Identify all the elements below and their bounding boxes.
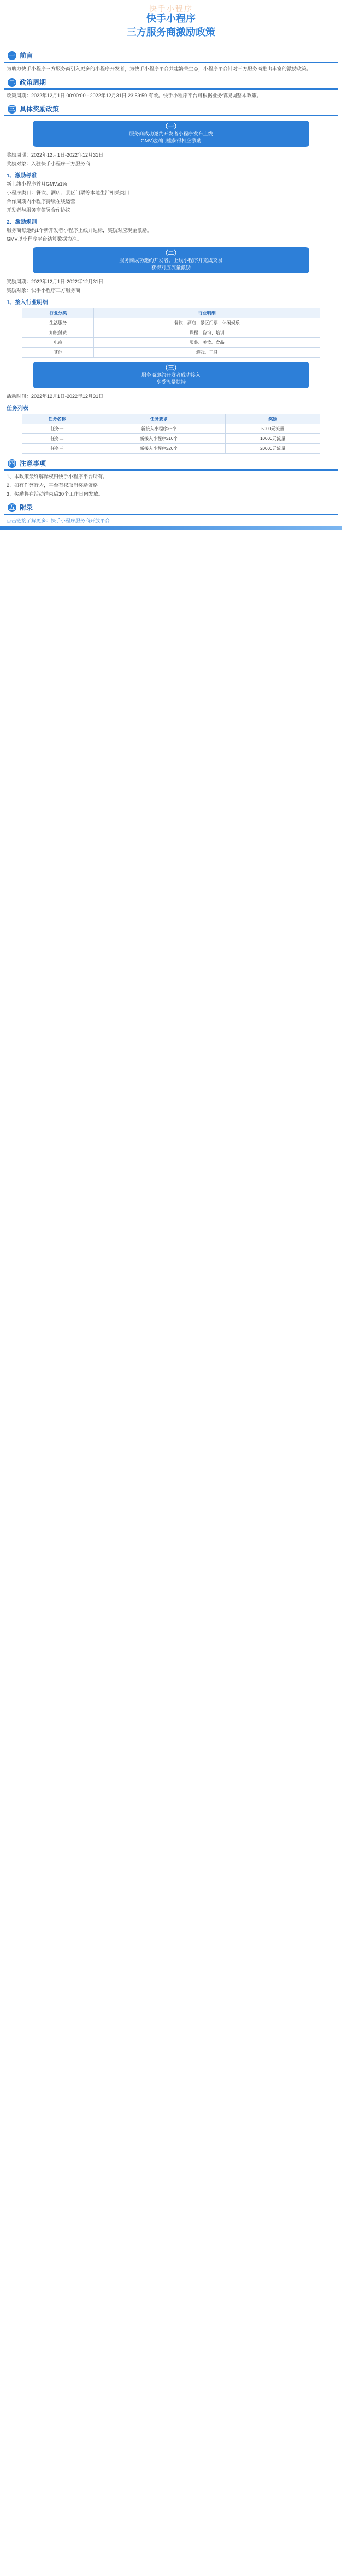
banner-line: 享受流量扶持 bbox=[156, 379, 186, 385]
paragraph: 为助力快手小程序三方服务商引入更多的小程序开发者，为快手小程序平台共建繁荣生态，小程序平台针对三方服务商推出丰富的激励政策。 bbox=[7, 66, 312, 72]
banner-line: GMV达到门槛获得相应激励 bbox=[140, 138, 202, 144]
table-cell: 新接入小程序≥5个 bbox=[92, 424, 226, 434]
table-header: 行业明细 bbox=[94, 308, 320, 318]
sub-heading: 1、接入行业明细 bbox=[7, 300, 48, 306]
note: 1、本政策最终解释权归快手小程序平台所有。 bbox=[7, 474, 108, 479]
section-num: 三 bbox=[8, 105, 16, 114]
banner-line: 服务商邀约开发者成功接入 bbox=[141, 372, 201, 378]
section-title: 具体奖励政策 bbox=[20, 105, 60, 113]
table-row bbox=[22, 318, 320, 328]
table-cell: 新接入小程序≥10个 bbox=[92, 434, 226, 444]
table-row bbox=[22, 338, 320, 348]
section-title: 注意事项 bbox=[20, 460, 46, 467]
page-title-2: 三方服务商激励政策 bbox=[127, 27, 215, 38]
table-cell: 任务二 bbox=[22, 434, 92, 444]
condition: 开发者与服务商签署合作协议 bbox=[7, 207, 71, 213]
table-cell: 5000元流量 bbox=[226, 424, 320, 434]
industry-table bbox=[22, 308, 320, 358]
table-header: 任务要求 bbox=[92, 414, 226, 424]
sub-heading: 2、激励规则 bbox=[7, 219, 37, 225]
table-cell: 其他 bbox=[22, 348, 94, 358]
rule: GMV以小程序平台结算数据为准。 bbox=[7, 236, 82, 242]
table-cell: 课程、咨询、培训 bbox=[94, 328, 320, 338]
section-num: 一 bbox=[8, 51, 16, 60]
rule: 服务商每邀约1个新开发者小程序上线并达标，奖励对应现金激励。 bbox=[7, 228, 152, 233]
section-heading-1 bbox=[4, 49, 338, 63]
table-header: 行业分类 bbox=[22, 308, 94, 318]
banner-2 bbox=[33, 247, 309, 273]
banner-1 bbox=[33, 121, 309, 147]
banner-index: （三） bbox=[162, 365, 180, 371]
section-heading-5 bbox=[4, 501, 338, 515]
table-row bbox=[22, 444, 320, 454]
section-title: 附录 bbox=[20, 504, 33, 511]
page-title-1: 快手小程序 bbox=[146, 13, 196, 24]
table-cell: 生活服务 bbox=[22, 318, 94, 328]
sub-heading: 1、激励标准 bbox=[7, 173, 37, 179]
table-cell: 游戏、工具 bbox=[94, 348, 320, 358]
header bbox=[0, 0, 342, 46]
section-num: 二 bbox=[8, 78, 16, 87]
section-heading-3 bbox=[4, 103, 338, 116]
reward-target: 奖励对象：快手小程序三方服务商 bbox=[7, 288, 81, 293]
section-heading-4 bbox=[4, 457, 338, 471]
condition: 合作周期内小程序持续在线运营 bbox=[7, 199, 76, 204]
table-header: 奖励 bbox=[226, 414, 320, 424]
banner-line: 服务商成功邀约开发者小程序发布上线 bbox=[129, 131, 213, 136]
banner-line: 服务商成功邀约开发者，上线小程序并完成交易 bbox=[119, 258, 223, 263]
table-cell: 餐饮、酒店、景区门票、休闲娱乐 bbox=[94, 318, 320, 328]
table-cell: 电商 bbox=[22, 338, 94, 348]
note: 3、奖励将在活动结束后30个工作日内发放。 bbox=[7, 491, 104, 497]
reward-target: 奖励对象：入驻快手小程序三方服务商 bbox=[7, 161, 91, 166]
table-row bbox=[22, 424, 320, 434]
table-header: 任务名称 bbox=[22, 414, 92, 424]
section-num: 五 bbox=[8, 503, 16, 512]
section-title: 政策周期 bbox=[20, 79, 46, 86]
paragraph: 政策周期：2022年12月1日 00:00:00 - 2022年12月31日 23:59:59 有效。快手小程序平台可根据业务情况调整本政策。 bbox=[7, 93, 262, 98]
section-num: 四 bbox=[8, 459, 16, 468]
reward-period: 奖励周期：2022年12月1日-2022年12月31日 bbox=[7, 152, 104, 158]
table-row bbox=[22, 348, 320, 358]
section-heading-2 bbox=[4, 76, 338, 90]
table-row bbox=[22, 328, 320, 338]
table-cell: 服装、美妆、食品 bbox=[94, 338, 320, 348]
reward-period: 奖励周期：2022年12月1日-2022年12月31日 bbox=[7, 279, 104, 284]
banner-3 bbox=[33, 362, 309, 388]
table-cell: 知识付费 bbox=[22, 328, 94, 338]
activity-period: 活动时间：2022年12月1日-2022年12月31日 bbox=[7, 394, 104, 399]
banner-line: 获得对应流量激励 bbox=[151, 265, 191, 270]
task-table bbox=[22, 414, 320, 454]
banner-index: （二） bbox=[162, 250, 180, 257]
footer-bar bbox=[0, 526, 342, 530]
condition: 小程序类目：餐饮、酒店、景区门票等本地生活相关类目 bbox=[7, 190, 130, 195]
table-cell: 任务一 bbox=[22, 424, 92, 434]
table-row bbox=[22, 434, 320, 444]
table-cell: 任务三 bbox=[22, 444, 92, 454]
table-cell: 10000元流量 bbox=[226, 434, 320, 444]
sub-heading: 任务列表 bbox=[7, 406, 28, 412]
table-cell: 新接入小程序≥20个 bbox=[92, 444, 226, 454]
condition: 新上线小程序首月GMV≥1% bbox=[7, 181, 67, 187]
section-title: 前言 bbox=[20, 52, 33, 60]
banner-index: （一） bbox=[162, 123, 180, 130]
note: 2、如有作弊行为，平台有权取消奖励资格。 bbox=[7, 483, 103, 488]
page bbox=[0, 0, 342, 530]
watermark: 快手小程序 bbox=[149, 4, 193, 13]
appendix-link[interactable]: 点击链接了解更多：快手小程序服务商开放平台 bbox=[7, 518, 110, 523]
table-cell: 20000元流量 bbox=[226, 444, 320, 454]
